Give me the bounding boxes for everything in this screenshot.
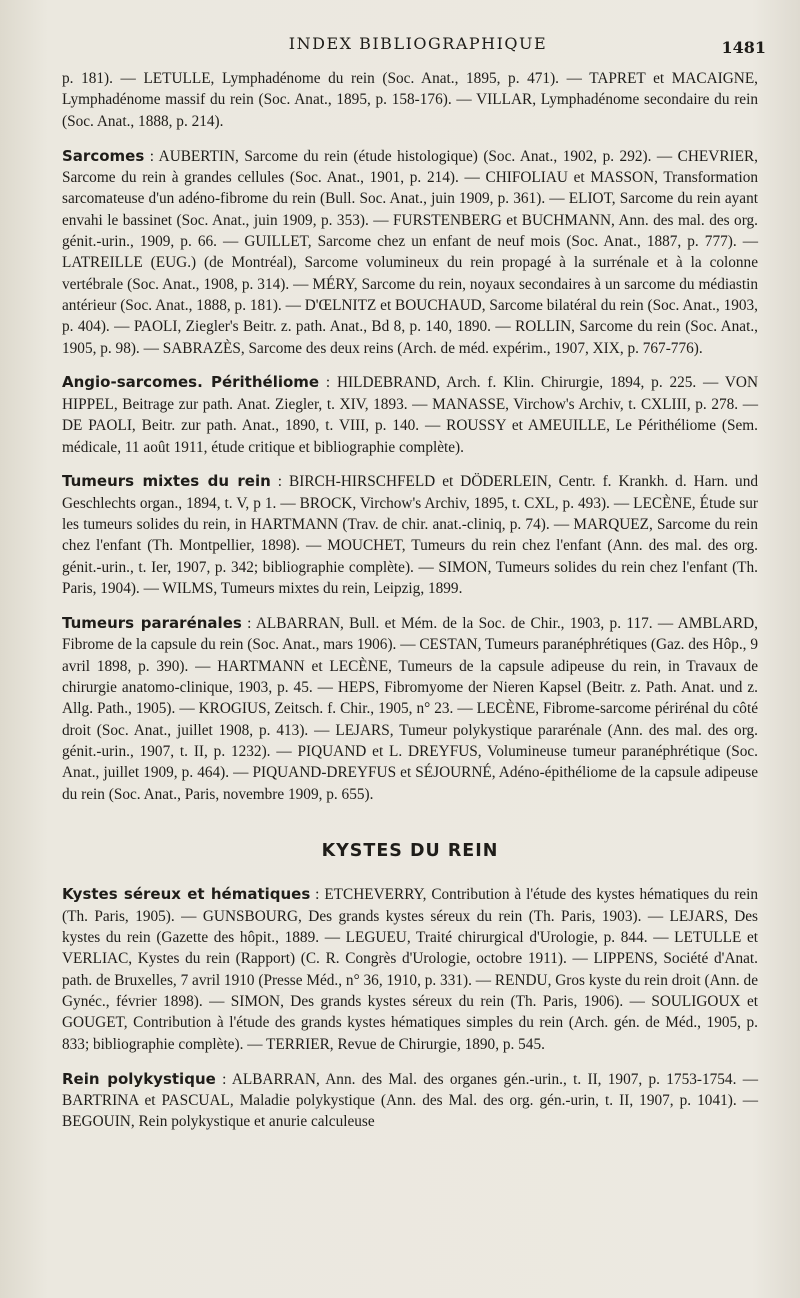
entry-text: p. 181). — LETULLE, Lymphadénome du rein (Soc. Anat., 1895, p. 471). — TAPRET et MACAIGNE, Lymphadénome massif du rein (Soc. Anat., 1895, p. 158-176). — VILLAR, Lymphadénome secondaire du rein (Soc. Anat., 1888, p. 214). <box>62 70 758 130</box>
section-title: KYSTES DU REIN <box>321 841 499 861</box>
entry-heading: Tumeurs mixtes du rein <box>62 472 271 491</box>
entry-tumeurs-mixtes: Tumeurs mixtes du rein : BIRCH-HIRSCHFELD et DÖDERLEIN, Centr. f. Krankh. d. Harn. und Geschlechts organ., 1894, t. V, p 1. — BROCK, Virchow's Archiv, 1895, t. CXL, p. 493). — LECÈNE, Étude sur les tumeurs solides du rein, in HARTMANN (Trav. de chir. anat.-cliniq, p. 74). — MARQUEZ, Sarcome du rein chez l'enfant (Th. Montpellier, 1898). — MOUCHET, Tumeurs du rein chez l'enfant (Ann. des mal. des org. génit.-urin., t. Ier, 1907, p. 342; bibliographie complète). — SIMON, Tumeurs solides du rein chez l'enfant (Th. Paris, 1904). — WILMS, Tumeurs mixtes du rein, Leipzig, 1899. <box>62 472 758 598</box>
entry-heading: Tumeurs pararénales <box>62 613 242 632</box>
entry-heading: Rein polykystique <box>62 1069 216 1088</box>
entry-text: AUBERTIN, Sarcome du rein (étude histologique) (Soc. Anat., 1902, p. 292). — CHEVRIER, Sarcome du rein à grandes cellules (Soc. Anat., 1901, p. 214). — CHIFOLIAU et MASSON, Transformation sarcomateuse d'un adéno-fibrome du rein (Bull. Soc. Anat., juin 1909, p. 361). — ELIOT, Sarcome du rein ayant envahi le bassinet (Soc. Anat., juin 1909, p. 353). — FURSTENBERG et BUCHMANN, Ann. des mal. des org. génit.-urin., 1909, p. 66. — GUILLET, Sarcome chez un enfant de neuf mois (Soc. Anat., 1887, p. 777). — LATREILLE (EUG.) (de Montréal), Sarcome volumineux du rein propagé à la surrénale et à la colonne vertébrale (Soc. Anat., 1908, p. 314). — MÉRY, Sarcome du rein, noyaux secondaires à un sarcome du médiastin antérieur (Soc. Anat., 1888, p. 181). — D'ŒLNITZ et BOUCHAUD, Sarcome bilatéral du rein (Soc. Anat., 1903, p. 404). — PAOLI, Ziegler's Beitr. z. path. Anat., Bd 8, p. 140, 1890. — ROLLIN, Sarcome du rein (Soc. Anat., 1905, p. 98). — SABRAZÈS, Sarcome des deux reins (Arch. de méd. expérim., 1907, XIX, p. 767-776). <box>62 147 758 357</box>
running-title: INDEX BIBLIOGRAPHIQUE <box>288 34 548 53</box>
entry-heading: Kystes séreux et hématiques <box>62 885 311 904</box>
entry-text: ALBARRAN, Ann. des Mal. des organes gén.-urin., t. II, 1907, p. 1753-1754. — BARTRINA et PASCUAL, Maladie polykystique (Ann. des Mal. des org. gén.-urin, t. II, 1907, p. 1041). — BEGOUIN, Rein polykystique et anurie calculeuse <box>62 1070 758 1131</box>
entry-lymphadenome-continuation <box>62 68 758 132</box>
entry-rein-polykystique: Rein polykystique : ALBARRAN, Ann. des Mal. des organes gén.-urin., t. II, 1907, p. 1753-1754. — BARTRINA et PASCUAL, Maladie polykystique (Ann. des Mal. des org. gén.-urin, t. II, 1907, p. 1041). — BEGOUIN, Rein polykystique et anurie calculeuse <box>62 1069 758 1131</box>
entry-heading: Angio-sarcomes. Périthéliome <box>62 373 320 392</box>
entry-tumeurs-pararenales: Tumeurs pararénales : ALBARRAN, Bull. et Mém. de la Soc. de Chir., 1903, p. 117. — AMBLARD, Fibrome de la capsule du rein (Soc. Anat., mars 1906). — CESTAN, Tumeurs paranéphrétiques (Gaz. des Hôp., 9 avril 1898, p. 390). — HARTMANN et LECÈNE, Tumeurs de la capsule adipeuse du rein, in Travaux de chirurgie anatomo-clinique, 1903, p. 45. — HEPS, Fibromyome der Nieren Kapsel (Beitr. z. Path. Anat. und z. Allg. Path., 1905). — KROGIUS, Zeitsch. f. Chir., 1905, n° 23. — LECÈNE, Fibrome-sarcome périrénal du côté droit (Soc. Anat., juillet 1908, p. 413). — LEJARS, Tumeur polykystique pararénale (Ann. des mal. des org. génit.-urin., 1907, t. II, p. 1232). — PIQUAND et L. DREYFUS, Volumineuse tumeur paranéphrétique (Soc. Anat., juillet 1909, p. 464). — PIQUAND-DREYFUS et SÉJOURNÉ, Adéno-épithéliome de la capsule adipeuse du rein (Soc. Anat., Paris, novembre 1909, p. 655). <box>62 613 758 803</box>
body-text <box>62 68 758 1146</box>
running-head <box>60 34 776 64</box>
entry-angio-sarcomes: Angio-sarcomes. Périthéliome : HILDEBRAND, Arch. f. Klin. Chirurgie, 1894, p. 225. — VON HIPPEL, Beitrage zur path. Anat. Ziegler, t. XIV, 1893. — MANASSE, Virchow's Archiv, t. CXLIII, p. 278. — DE PAOLI, Beitr. zur path. Anat., 1890, t. VIII, p. 140. — ROUSSY et AMEUILLE, Le Périthéliome (Sem. médicale, 11 août 1911, étude critique et bibliographie complète). <box>62 373 758 456</box>
page-number: 1481 <box>721 38 766 57</box>
entry-kystes-sereux: Kystes séreux et hématiques : ETCHEVERRY, Contribution à l'étude des kystes hématiques du rein (Th. Paris, 1905). — GUNSBOURG, Des grands kystes séreux du rein (Th. Paris, 1903). — LEJARS, Des kystes du rein (Gazette des hôpit., 1889. — LEGUEU, Traité chirurgical d'Urologie, p. 844. — LETULLE et VERLIAC, Kystes du rein (Rapport) (C. R. Congrès d'Urologie, octobre 1911). — LIPPENS, Société d'Anat. path. de Bruxelles, 7 avril 1910 (Presse Méd., n° 36, 1910, p. 331). — RENDU, Gros kyste du rein droit (Ann. de Gynéc., février 1898). — SIMON, Des grands kystes séreux du rein (Th. Paris, 1906). — SOULIGOUX et GOUGET, Contribution à l'étude des grands kystes hématiques simples du rein (Arch. gén. de Méd., 1905, p. 833; bibliographie complète). — TERRIER, Revue de Chirurgie, 1890, p. 545. <box>62 885 758 1053</box>
entry-text: ETCHEVERRY, Contribution à l'étude des kystes hématiques du rein (Th. Paris, 1905). — GUNSBOURG, Des grands kystes séreux du rein (Th. Paris, 1903). — LEJARS, Des kystes du rein (Gazette des hôpit., 1889. — LEGUEU, Traité chirurgical d'Urologie, p. 844. — LETULLE et VERLIAC, Kystes du rein (Rapport) (C. R. Congrès d'Urologie, octobre 1911). — LIPPENS, Société d'Anat. path. de Bruxelles, 7 avril 1910 (Presse Méd., n° 36, 1910, p. 331). — RENDU, Gros kyste du rein droit (Ann. de Gynéc., février 1898). — SIMON, Des grands kystes séreux du rein (Th. Paris, 1906). — SOULIGOUX et GOUGET, Contribution à l'étude des grands kystes hématiques simples du rein (Arch. gén. de Méd., 1905, p. 833; bibliographie complète). — TERRIER, Revue de Chirurgie, 1890, p. 545. <box>62 886 758 1053</box>
entry-text: BIRCH-HIRSCHFELD et DÖDERLEIN, Centr. f. Krankh. d. Harn. und Geschlechts organ., 1894, t. V, p 1. — BROCK, Virchow's Archiv, 1895, t. CXL, p. 493). — LECÈNE, Étude sur les tumeurs solides du rein, in HARTMANN (Trav. de chir. anat.-cliniq, p. 74). — MARQUEZ, Sarcome du rein chez l'enfant (Th. Montpellier, 1898). — MOUCHET, Tumeurs du rein chez l'enfant (Ann. des mal. des org. génit.-urin., t. Ier, 1907, p. 342; bibliographie complète). — SIMON, Tumeurs solides du rein chez l'enfant (Th. Paris, 1904). — WILMS, Tumeurs mixtes du rein, Leipzig, 1899. <box>62 473 758 598</box>
entry-text: ALBARRAN, Bull. et Mém. de la Soc. de Chir., 1903, p. 117. — AMBLARD, Fibrome de la capsule du rein (Soc. Anat., mars 1906). — CESTAN, Tumeurs paranéphrétiques (Gaz. des Hôp., 9 avril 1898, p. 390). — HARTMANN et LECÈNE, Tumeurs de la capsule adipeuse du rein, in Travaux de chirurgie anatomo-clinique, 1903, p. 45. — HEPS, Fibromyome der Nieren Kapsel (Beitr. z. Path. Anat. und z. Allg. Path., 1905). — KROGIUS, Zeitsch. f. Chir., 1905, n° 23. — LECÈNE, Fibrome-sarcome périrénal du côté droit (Soc. Anat., juillet 1908, p. 413). — LEJARS, Tumeur polykystique pararénale (Ann. des mal. des org. génit.-urin., 1907, t. II, p. 1232). — PIQUAND et L. DREYFUS, Volumineuse tumeur paranéphrétique (Soc. Anat., juillet 1909, p. 464). — PIQUAND-DREYFUS et SÉJOURNÉ, Adéno-épithéliome de la capsule adipeuse du rein (Soc. Anat., Paris, novembre 1909, p. 655). <box>62 614 758 803</box>
entry-heading: Sarcomes <box>62 146 145 165</box>
entry-sarcomes: Sarcomes : AUBERTIN, Sarcome du rein (étude histologique) (Soc. Anat., 1902, p. 292). — CHEVRIER, Sarcome du rein à grandes cellules (Soc. Anat., 1901, p. 214). — CHIFOLIAU et MASSON, Transformation sarcomateuse d'un adéno-fibrome du rein (Bull. Soc. Anat., juin 1909, p. 361). — ELIOT, Sarcome du rein ayant envahi le bassinet (Soc. Anat., juin 1909, p. 353). — FURSTENBERG et BUCHMANN, Ann. des mal. des org. génit.-urin., 1909, p. 66. — GUILLET, Sarcome chez un enfant de neuf mois (Soc. Anat., 1887, p. 777). — LATREILLE (EUG.) (de Montréal), Sarcome volumineux du rein propagé à la surrénale et à la colonne vertébrale (Soc. Anat., 1908, p. 314). — MÉRY, Sarcome du rein, noyaux secondaires à un sarcome du médiastin antérieur (Soc. Anat., 1888, p. 181). — D'ŒLNITZ et BOUCHAUD, Sarcome bilatéral du rein (Soc. Anat., 1903, p. 404). — PAOLI, Ziegler's Beitr. z. path. Anat., Bd 8, p. 140, 1890. — ROLLIN, Sarcome du rein (Soc. Anat., 1905, p. 98). — SABRAZÈS, Sarcome des deux reins (Arch. de méd. expérim., 1907, XIX, p. 767-776). <box>62 146 758 357</box>
entry-text: HILDEBRAND, Arch. f. Klin. Chirurgie, 1894, p. 225. — VON HIPPEL, Beitrage zur path. Anat. Ziegler, t. XIV, 1893. — MANASSE, Virchow's Archiv, t. CXLIII, p. 278. — DE PAOLI, Beitr. zur path. Anat., 1890, t. VIII, p. 140. — ROUSSY et AMEUILLE, Le Périthéliome (Sem. médicale, 11 août 1911, étude critique et bibliographie complète). <box>62 374 758 456</box>
